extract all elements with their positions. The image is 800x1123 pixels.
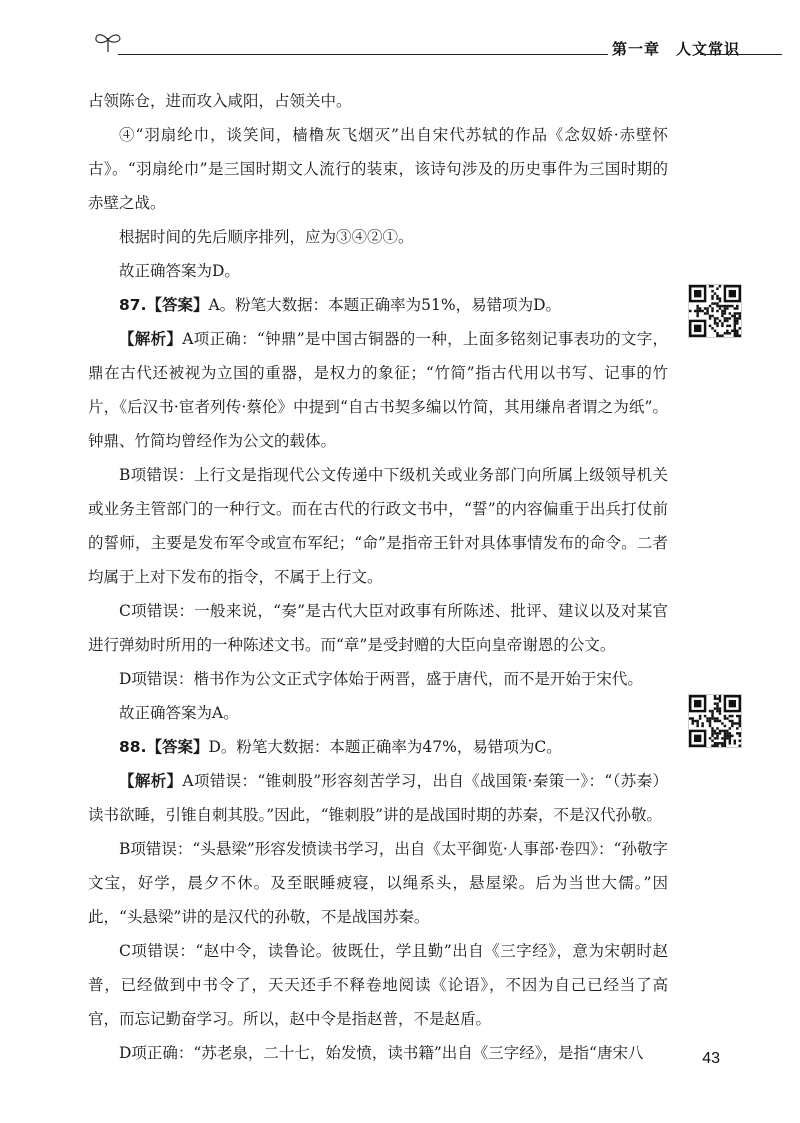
header-rule-right <box>700 54 782 55</box>
paragraph <box>88 118 668 220</box>
qr-code-icon <box>689 695 741 747</box>
qr-code-87[interactable] <box>688 284 742 338</box>
header-rule <box>118 54 618 55</box>
qr-code-88[interactable] <box>688 694 742 748</box>
paragraph <box>88 288 668 322</box>
paragraph <box>88 84 668 118</box>
answer-label: 【解析】 <box>119 772 183 790</box>
answer-label: 【解析】 <box>119 330 183 348</box>
paragraph-text: 故正确答案为D。 <box>119 262 240 280</box>
paragraph <box>88 220 668 254</box>
paragraph-text: D项错误：楷书作为公文正式字体始于两晋，盛于唐代，而不是开始于宋代。 <box>119 670 643 688</box>
paragraph-text: A项错误：“锥刺股”形容刻苦学习，出自《战国策·秦策一》：“（苏秦）读书欲睡，引锥自刺其股。”因此，“锥刺股”讲的是战国时期的苏秦，不是汉代孙敬。 <box>88 772 668 824</box>
qr-code-icon <box>689 285 741 337</box>
paragraph-text: B项错误：“头悬梁”形容发愤读书学习，出自《太平御览·人事部·卷四》：“孙敬字文宝，好学，晨夕不休。及至眠睡疲寝，以绳系头，悬屋梁。后为当世大儒。”因此，“头悬梁”讲的是汉代的孙敬，不是战国苏秦。 <box>88 840 668 926</box>
answer-label: 88.【答案】 <box>119 738 209 756</box>
sprout-icon <box>92 30 124 54</box>
paragraph-text: C项错误：“赵中令，读鲁论。彼既仕，学且勤”出自《三字经》，意为宋朝时赵普，已经做到中书令了，天天还手不释卷地阅读《论语》，不因为自己已经当了高官，而忘记勤奋学习。所以，赵中令是指赵普，不是赵盾。 <box>88 942 668 1028</box>
paragraph-text: D。粉笔大数据：本题正确率为47%，易错项为C。 <box>208 738 562 756</box>
paragraph <box>88 1036 668 1070</box>
answer-label: 87.【答案】 <box>119 296 209 314</box>
paragraph-text: ④“羽扇纶巾，谈笑间，樯橹灰飞烟灭”出自宋代苏轼的作品《念奴娇·赤壁怀古》。“羽扇纶巾”是三国时期文人流行的装束，该诗句涉及的历史事件为三国时期的赤壁之战。 <box>88 126 668 212</box>
chapter-title: 第一章 人文常识 <box>608 38 744 62</box>
paragraph-text: D项正确：“苏老泉，二十七，始发愤，读书籍”出自《三字经》，是指“唐宋八 <box>119 1044 644 1062</box>
paragraph <box>88 832 668 934</box>
paragraph <box>88 594 668 662</box>
page-number: 43 <box>702 1050 720 1067</box>
paragraph-text: C项错误：一般来说，“奏”是古代大臣对政事有所陈述、批评、建议以及对某官进行弹劾时所用的一种陈述文书。而“章”是受封赠的大臣向皇帝谢恩的公文。 <box>88 602 668 654</box>
page-header <box>0 0 800 70</box>
paragraph <box>88 764 668 832</box>
paragraph <box>88 934 668 1036</box>
paragraph-text: B项错误：上行文是指现代公文传递中下级机关或业务部门向所属上级领导机关或业务主管部门的一种行文。而在古代的行政文书中，“誓”的内容偏重于出兵打仗前的誓师，主要是发布军令或宣布军纪；“命”是指帝王针对具体事情发布的命令。二者均属于上对下发布的指令，不属于上行文。 <box>88 466 668 586</box>
paragraph-text: A。粉笔大数据：本题正确率为51%，易错项为D。 <box>208 296 562 314</box>
paragraph-text: 根据时间的先后顺序排列，应为③④②①。 <box>119 228 414 246</box>
page-body <box>88 84 668 1070</box>
paragraph <box>88 662 668 696</box>
paragraph <box>88 696 668 730</box>
paragraph <box>88 322 668 458</box>
paragraph-text: 占领陈仓，进而攻入咸阳，占领关中。 <box>88 92 352 110</box>
paragraph-text: A项正确：“钟鼎”是中国古铜器的一种，上面多铭刻记事表功的文字，鼎在古代还被视为立国的重器，是权力的象征；“竹简”指古代用以书写、记事的竹片，《后汉书·宦者列传·蔡伦》中提到“自古书契多编以竹简，其用缣帛者谓之为纸”。钟鼎、竹简均曾经作为公文的载体。 <box>88 330 668 450</box>
paragraph <box>88 254 668 288</box>
paragraph <box>88 458 668 594</box>
paragraph <box>88 730 668 764</box>
paragraph-text: 故正确答案为A。 <box>119 704 239 722</box>
